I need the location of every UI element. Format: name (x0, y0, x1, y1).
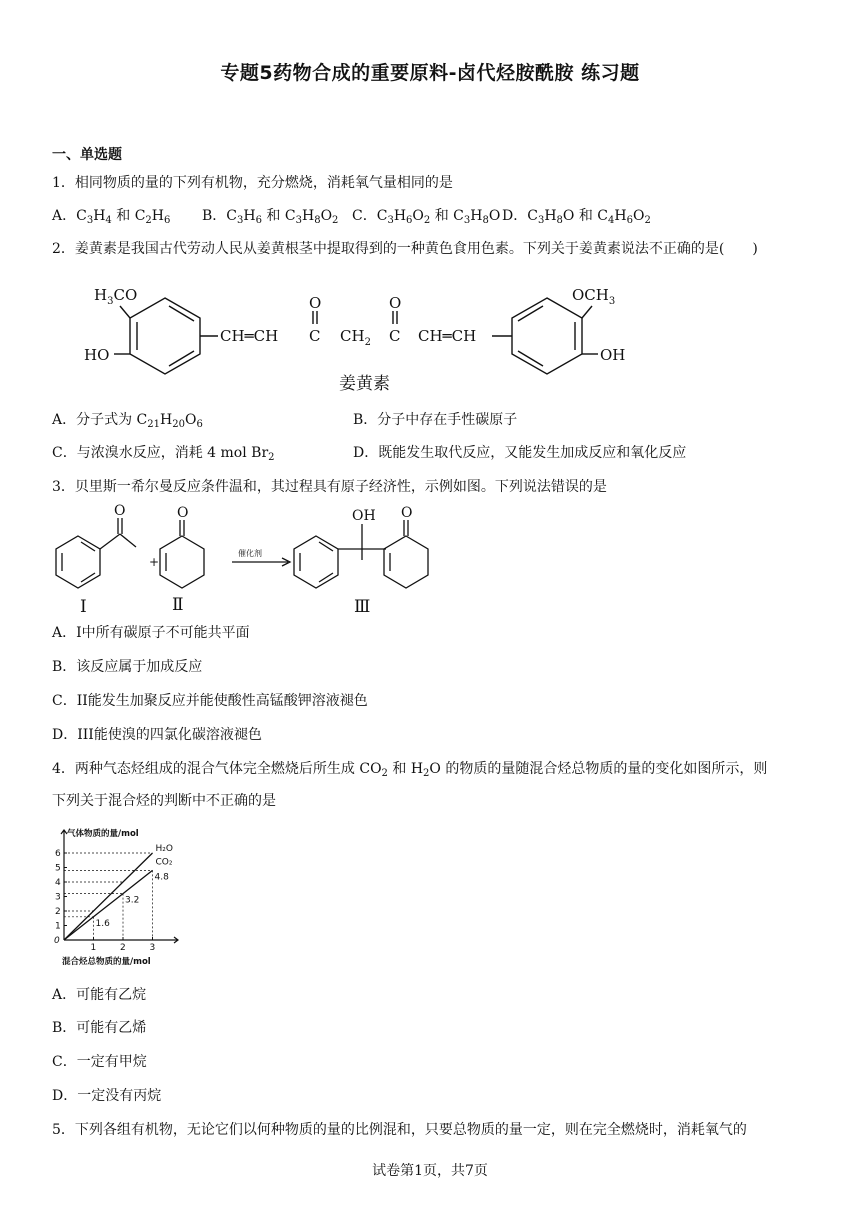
q2-option-b: B．分子中存在手性碳原子 (353, 412, 518, 428)
q3-option-b: B．该反应属于加成反应 (52, 659, 203, 675)
q1-option-d: D．$C_3H_8O$ 和 $C_4H_6O_2$ (502, 208, 651, 226)
svg-text:OH: OH (600, 346, 626, 364)
y-tick-label: 2 (55, 907, 61, 917)
svg-text:C: C (389, 327, 401, 345)
svg-text:Ⅲ: Ⅲ (354, 597, 371, 617)
q1-option-b: B．$C_3H_6$ 和 $C_3H_8O_2$ (202, 208, 339, 226)
x-tick-label: 1 (90, 943, 97, 953)
q1-stem: 1．相同物质的量的下列有机物，充分燃烧，消耗氧气量相同的是 (52, 175, 453, 191)
q4-option-c: C．一定有甲烷 (52, 1054, 147, 1070)
reaction-scheme (50, 498, 490, 618)
page-title: 专题5药物合成的重要原料-卤代烃胺酰胺 练习题 (220, 62, 640, 84)
q4-option-d: D．一定没有丙烷 (52, 1088, 162, 1104)
x-tick-label: 3 (149, 943, 156, 953)
figure-caption: 姜黄素 (339, 374, 390, 394)
data-label: 1.6 (95, 918, 110, 929)
svg-text:C: C (309, 327, 321, 345)
q3-stem: 3．贝里斯一希尔曼反应条件温和，其过程具有原子经济性，示例如图。下列说法错误的是 (52, 479, 607, 495)
svg-text:CH═CH: CH═CH (220, 327, 279, 345)
q4-stem-line2: 下列关于混合烃的判断中不正确的是 (52, 793, 276, 809)
q3-option-c: C．II能发生加聚反应并能使酸性高锰酸钾溶液褪色 (52, 693, 368, 709)
svg-text:CH═CH: CH═CH (418, 327, 477, 345)
q4-stem-line1: 4．两种气态烃组成的混合气体完全燃烧后所生成 $CO_2$ 和 $H_2O$ 的物质的量随混合烃总物质的量的变化如图所示，则 (52, 761, 768, 779)
y-tick-label: 4 (55, 878, 61, 888)
y-tick-label: 5 (55, 863, 61, 874)
x-tick-label: 0 (54, 936, 60, 946)
q1-option-c: C．$C_3H_6O_2$ 和 $C_3H_8O$ (352, 208, 501, 226)
svg-text:O: O (309, 294, 322, 312)
svg-text:催化剂: 催化剂 (238, 549, 262, 558)
svg-text:Ⅱ: Ⅱ (172, 595, 184, 615)
svg-text:OH: OH (352, 508, 376, 524)
series-label-co2: CO₂ (155, 857, 173, 868)
svg-text:OCH3: $OCH_3$ (572, 286, 616, 307)
svg-text:O: O (389, 294, 402, 312)
chart-ylabel: 气体物质的量/mol (67, 829, 139, 839)
q5-stem: 5．下列各组有机物，无论它们以何种物质的量的比例混和，只要总物质的量一定，则在完全燃烧时，消耗氧气的 (52, 1122, 747, 1138)
gas-amount-chart (50, 822, 200, 972)
q4-option-a: A．可能有乙烷 (52, 987, 147, 1003)
y-tick-label: 3 (55, 892, 61, 903)
svg-text:H3CO: $H_3CO$ (94, 286, 138, 307)
chart-xlabel: 混合烃总物质的量/mol (62, 957, 151, 967)
q3-option-d: D．III能使溴的四氯化碳溶液褪色 (52, 727, 262, 743)
svg-text:O: O (401, 505, 413, 521)
page-footer: 试卷第1页，共7页 (372, 1163, 488, 1179)
section-heading: 一、单选题 (52, 147, 122, 163)
svg-text:+: + (149, 555, 160, 569)
svg-text:Ⅰ: Ⅰ (80, 597, 87, 617)
svg-text:O: O (114, 503, 126, 519)
svg-text:HO: HO (84, 346, 110, 364)
data-label: 4.8 (154, 872, 169, 883)
data-label: 3.2 (125, 895, 140, 906)
q3-option-a: A．I中所有碳原子不可能共平面 (52, 625, 250, 641)
q2-option-a: A．分子式为 $C_{21}H_{20}O_6$ (52, 412, 203, 430)
svg-text:O: O (177, 505, 189, 521)
y-tick-label: 6 (55, 849, 61, 859)
svg-text:CH2: $CH_2$ (340, 327, 371, 348)
q4-option-b: B．可能有乙烯 (52, 1020, 147, 1036)
q2-stem: 2．姜黄素是我国古代劳动人民从姜黄根茎中提取得到的一种黄色食用色素。下列关于姜黄素说法不正确的是( ) (52, 241, 758, 257)
y-tick-label: 1 (55, 921, 61, 932)
q2-option-c: C．与浓溴水反应，消耗 4 mol $Br_2$ (52, 445, 275, 463)
series-label-h2o: H₂O (155, 844, 173, 854)
q1-option-a: A．$C_3H_4$ 和 $C_2H_6$ (52, 208, 171, 226)
q2-option-d: D．既能发生取代反应，又能发生加成反应和氧化反应 (353, 445, 687, 461)
x-tick-label: 2 (120, 943, 126, 953)
